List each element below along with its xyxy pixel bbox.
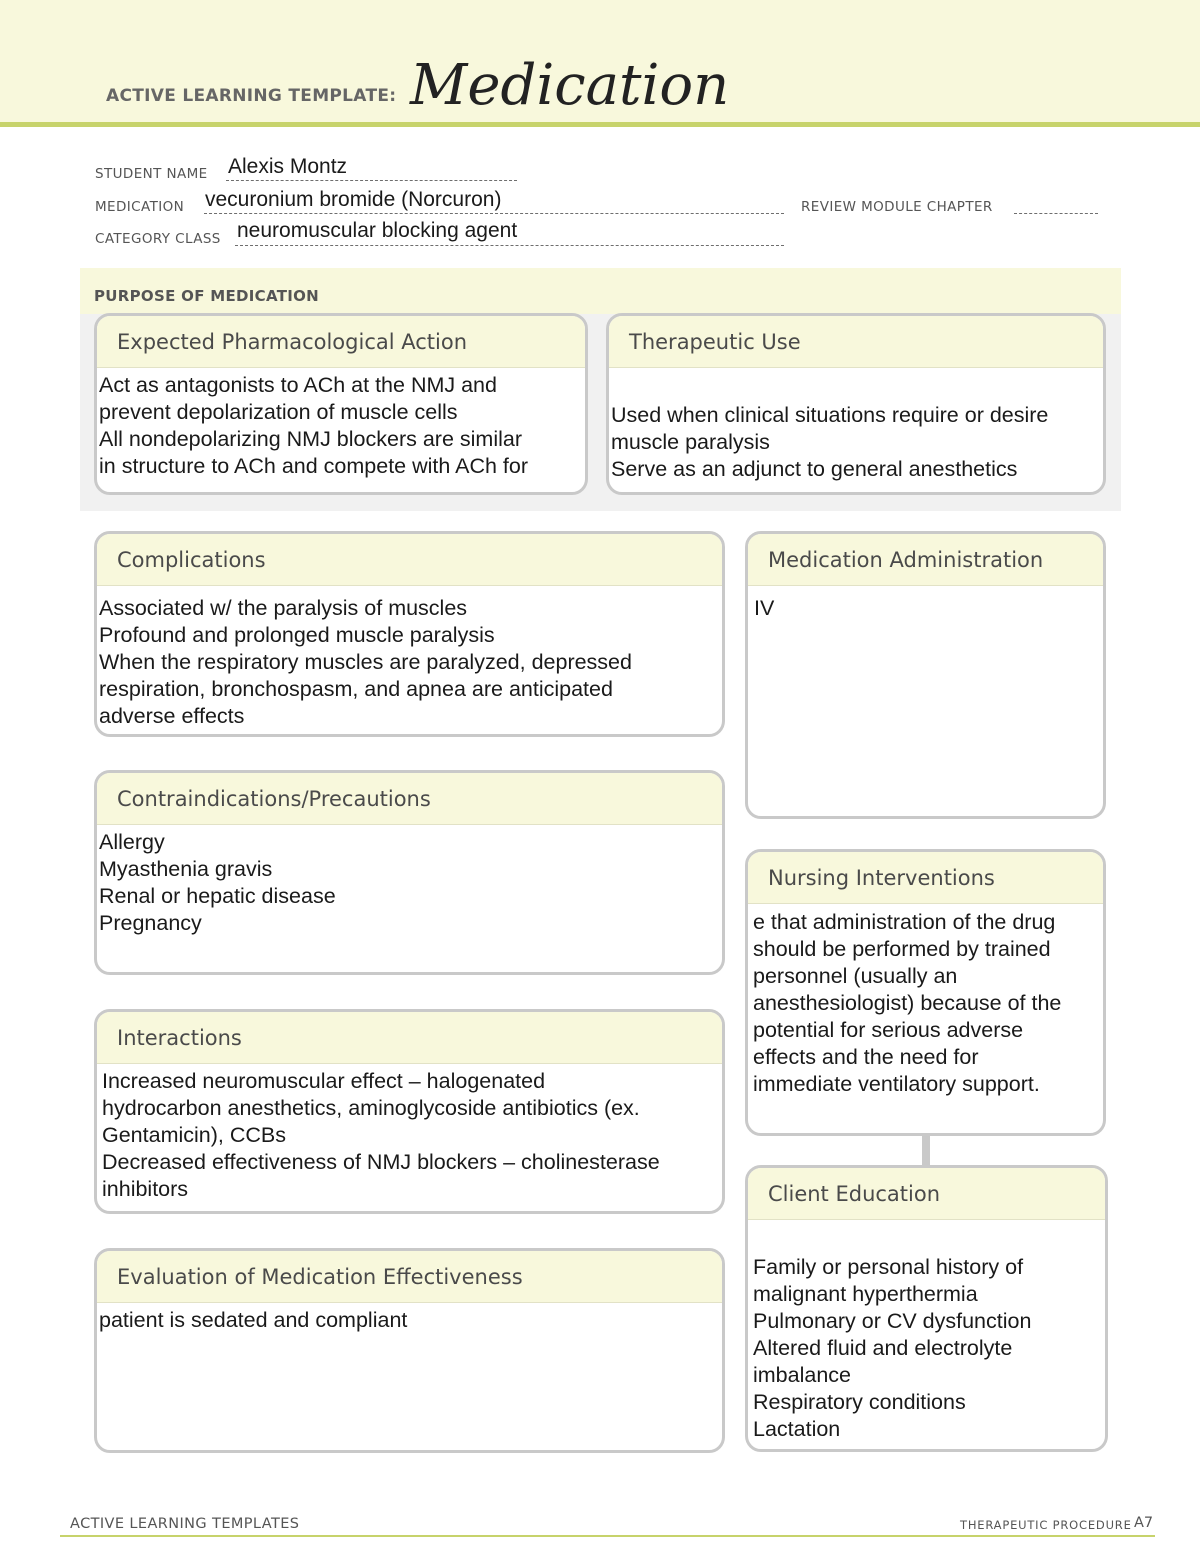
nursing-interventions-line: immediate ventilatory support. — [753, 1072, 1040, 1096]
client-education-field[interactable] — [748, 1220, 1105, 1443]
footer-rule — [60, 1535, 1155, 1537]
medication-administration-field[interactable] — [748, 586, 1103, 622]
complications-field[interactable] — [97, 586, 722, 730]
client-education-line: malignant hyperthermia — [753, 1282, 978, 1306]
complications-line: respiration, bronchospasm, and apnea are anticipated — [99, 677, 613, 701]
category-class-field[interactable]: neuromuscular blocking agent — [237, 219, 518, 242]
interactions-line: inhibitors — [102, 1177, 189, 1201]
box-connector — [922, 1136, 930, 1166]
template-label: ACTIVE LEARNING TEMPLATE: — [106, 86, 397, 106]
medication-label: MEDICATION — [95, 199, 185, 215]
complications-line: Profound and prolonged muscle paralysis — [99, 623, 495, 647]
interactions-field[interactable] — [97, 1064, 722, 1203]
purpose-label: PURPOSE OF MEDICATION — [94, 287, 320, 305]
student-name-label: STUDENT NAME — [95, 166, 208, 182]
expected-action-line: prevent depolarization of muscle cells — [99, 400, 458, 424]
client-education-box — [745, 1165, 1108, 1452]
page-number: A7 — [1134, 1515, 1154, 1531]
therapeutic-use-line: Serve as an adjunct to general anesthetics — [611, 457, 1018, 481]
client-education-line: Family or personal history of — [753, 1255, 1024, 1279]
student-name-field[interactable]: Alexis Montz — [228, 155, 348, 178]
expected-action-title: Expected Pharmacological Action — [97, 316, 585, 368]
medication-field[interactable]: vecuronium bromide (Norcuron) — [205, 188, 502, 211]
expected-action-line: Act as antagonists to ACh at the NMJ and — [99, 373, 497, 397]
complications-title: Complications — [97, 534, 722, 586]
complications-line: adverse effects — [99, 704, 245, 728]
expected-action-box — [94, 313, 588, 495]
therapeutic-use-title: Therapeutic Use — [609, 316, 1103, 368]
contraindications-title: Contraindications/Precautions — [97, 773, 722, 825]
evaluation-box — [94, 1248, 725, 1453]
therapeutic-use-box — [606, 313, 1106, 495]
evaluation-title: Evaluation of Medication Effectiveness — [97, 1251, 722, 1303]
contraindications-line: Renal or hepatic disease — [99, 884, 336, 908]
evaluation-line: patient is sedated and compliant — [99, 1308, 408, 1332]
medication-administration-title: Medication Administration — [748, 534, 1103, 586]
therapeutic-use-line: muscle paralysis — [611, 430, 770, 454]
nursing-interventions-box — [745, 849, 1106, 1136]
nursing-interventions-line: e that administration of the drug — [753, 910, 1056, 934]
student-name-line — [226, 180, 517, 181]
interactions-box — [94, 1009, 725, 1214]
complications-line: Associated w/ the paralysis of muscles — [99, 596, 468, 620]
medication-line — [204, 213, 784, 214]
footer-section: THERAPEUTIC PROCEDURE — [960, 1518, 1132, 1532]
nursing-interventions-field[interactable] — [748, 904, 1103, 1098]
client-education-line: Altered fluid and electrolyte — [753, 1336, 1013, 1360]
review-module-label: REVIEW MODULE CHAPTER — [801, 199, 993, 215]
evaluation-field[interactable] — [97, 1303, 722, 1334]
contraindications-line: Allergy — [99, 830, 165, 854]
nursing-interventions-line: anesthesiologist) because of the — [753, 991, 1062, 1015]
therapeutic-use-field[interactable] — [609, 368, 1103, 483]
nursing-interventions-line: should be performed by trained — [753, 937, 1051, 961]
complications-box — [94, 531, 725, 737]
contraindications-line: Myasthenia gravis — [99, 857, 273, 881]
page-title: Medication — [410, 53, 730, 118]
interactions-title: Interactions — [97, 1012, 722, 1064]
contraindications-field[interactable] — [97, 825, 722, 937]
client-education-title: Client Education — [748, 1168, 1105, 1220]
client-education-line: Pulmonary or CV dysfunction — [753, 1309, 1032, 1333]
medication-administration-box — [745, 531, 1106, 819]
interactions-line: Decreased effectiveness of NMJ blockers – cholinesterase — [102, 1150, 660, 1174]
medication-administration-line: IV — [754, 596, 775, 620]
category-class-line — [235, 245, 784, 246]
category-class-label: CATEGORY CLASS — [95, 231, 221, 247]
nursing-interventions-line: personnel (usually an — [753, 964, 958, 988]
interactions-line: Increased neuromuscular effect – halogenated — [102, 1069, 546, 1093]
contraindications-line: Pregnancy — [99, 911, 202, 935]
client-education-line: Respiratory conditions — [753, 1390, 966, 1414]
expected-action-line: All nondepolarizing NMJ blockers are similar — [99, 427, 522, 451]
client-education-line: Lactation — [753, 1417, 841, 1441]
contraindications-box — [94, 770, 725, 975]
nursing-interventions-title: Nursing Interventions — [748, 852, 1103, 904]
header-rule — [0, 122, 1200, 127]
complications-line: When the respiratory muscles are paralyzed, depressed — [99, 650, 632, 674]
interactions-line: Gentamicin), CCBs — [102, 1123, 286, 1147]
nursing-interventions-line: potential for serious adverse — [753, 1018, 1024, 1042]
nursing-interventions-line: effects and the need for — [753, 1045, 979, 1069]
expected-action-line: in structure to ACh and compete with ACh for — [99, 454, 529, 478]
interactions-line: hydrocarbon anesthetics, aminoglycoside antibiotics (ex. — [102, 1096, 640, 1120]
footer-title: ACTIVE LEARNING TEMPLATES — [70, 1516, 300, 1532]
therapeutic-use-line: Used when clinical situations require or desire — [611, 403, 1049, 427]
expected-action-field[interactable] — [97, 368, 585, 480]
client-education-line: imbalance — [753, 1363, 851, 1387]
review-module-line — [1014, 213, 1098, 214]
